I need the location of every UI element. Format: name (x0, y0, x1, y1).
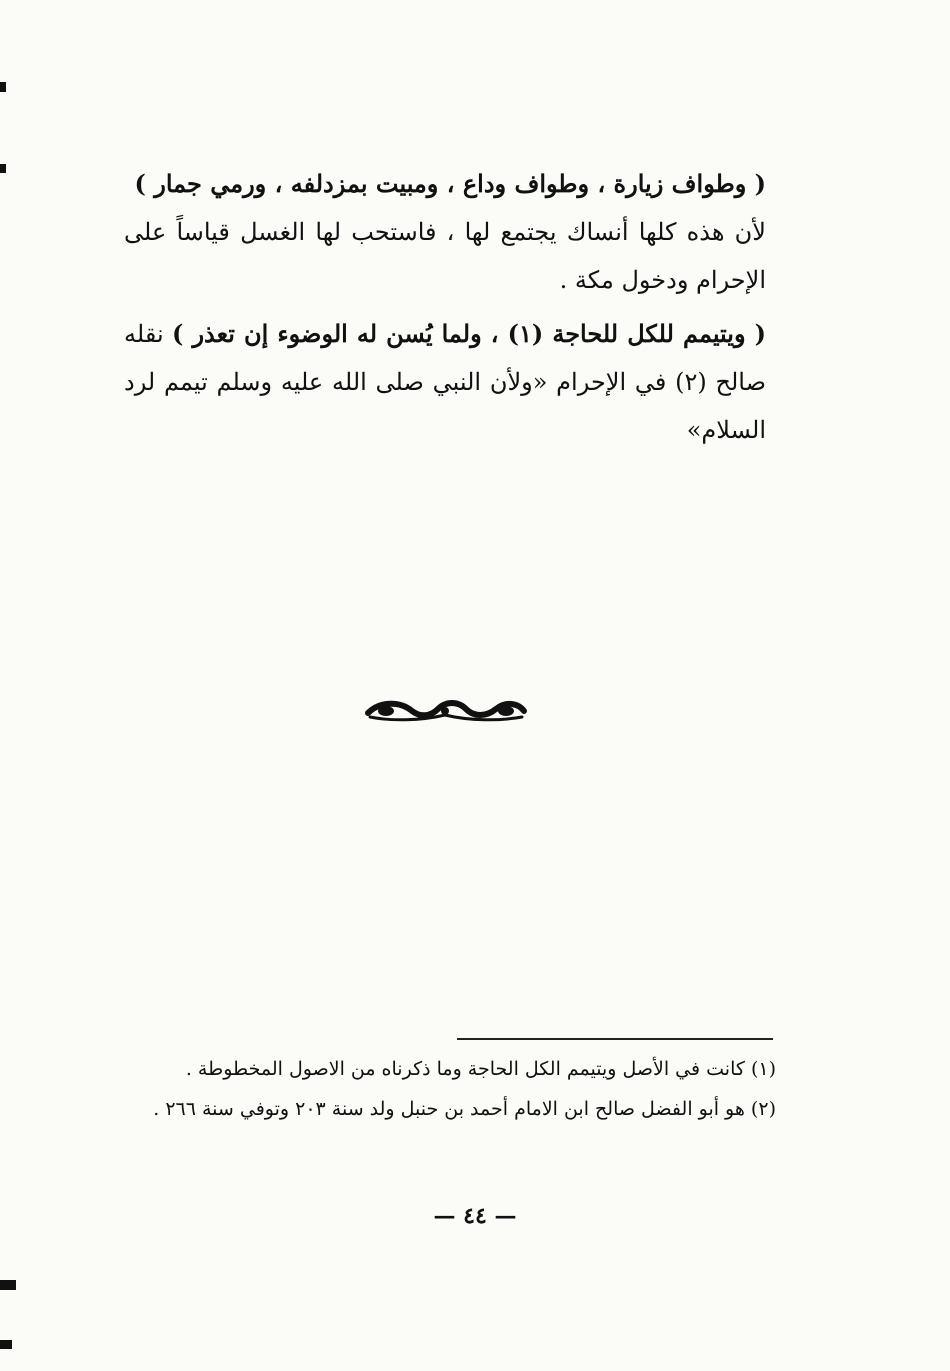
scan-mark-upper (0, 164, 6, 173)
footnote-separator (457, 1038, 773, 1040)
paragraph-2-heading: ( ويتيمم للكل للحاجة (١) ، ولما يُسن له الوضوء إن تعذر ) (172, 319, 767, 348)
paragraph-2-text (124, 310, 766, 454)
paragraph-1 (124, 160, 766, 304)
scan-mark-bottom (0, 1340, 12, 1349)
page-number: — ٤٤ — (433, 1203, 517, 1229)
paragraph-1-body: لأن هذه كلها أنساك يجتمع لها ، فاستحب لها الغسل قياساً على الإحرام ودخول مكة . (124, 218, 766, 294)
decorative-divider-icon (360, 697, 530, 725)
footnotes (128, 1052, 776, 1132)
paragraph-1-text (124, 160, 766, 304)
paragraph-1-heading: ( وطواف زيارة ، وطواف وداع ، ومبيت بمزدلفه ، ورمي جمار ) (134, 169, 766, 198)
paragraph-2 (124, 310, 766, 454)
paragraph-2-body: نقله صالح (٢) في الإحرام «ولأن النبي صلى الله عليه وسلم تيمم لرد السلام» (124, 320, 766, 444)
scan-mark-lower (0, 1280, 16, 1290)
footnote-1: (١) كانت في الأصل ويتيمم الكل الحاجة وما ذكرناه من الاصول المخطوطة . (185, 1058, 776, 1080)
scan-mark-top (0, 82, 6, 92)
footnote-2: (٢) هو أبو الفضل صالح ابن الامام أحمد بن حنبل ولد سنة ٢٠٣ وتوفي سنة ٢٦٦ . (153, 1098, 776, 1120)
